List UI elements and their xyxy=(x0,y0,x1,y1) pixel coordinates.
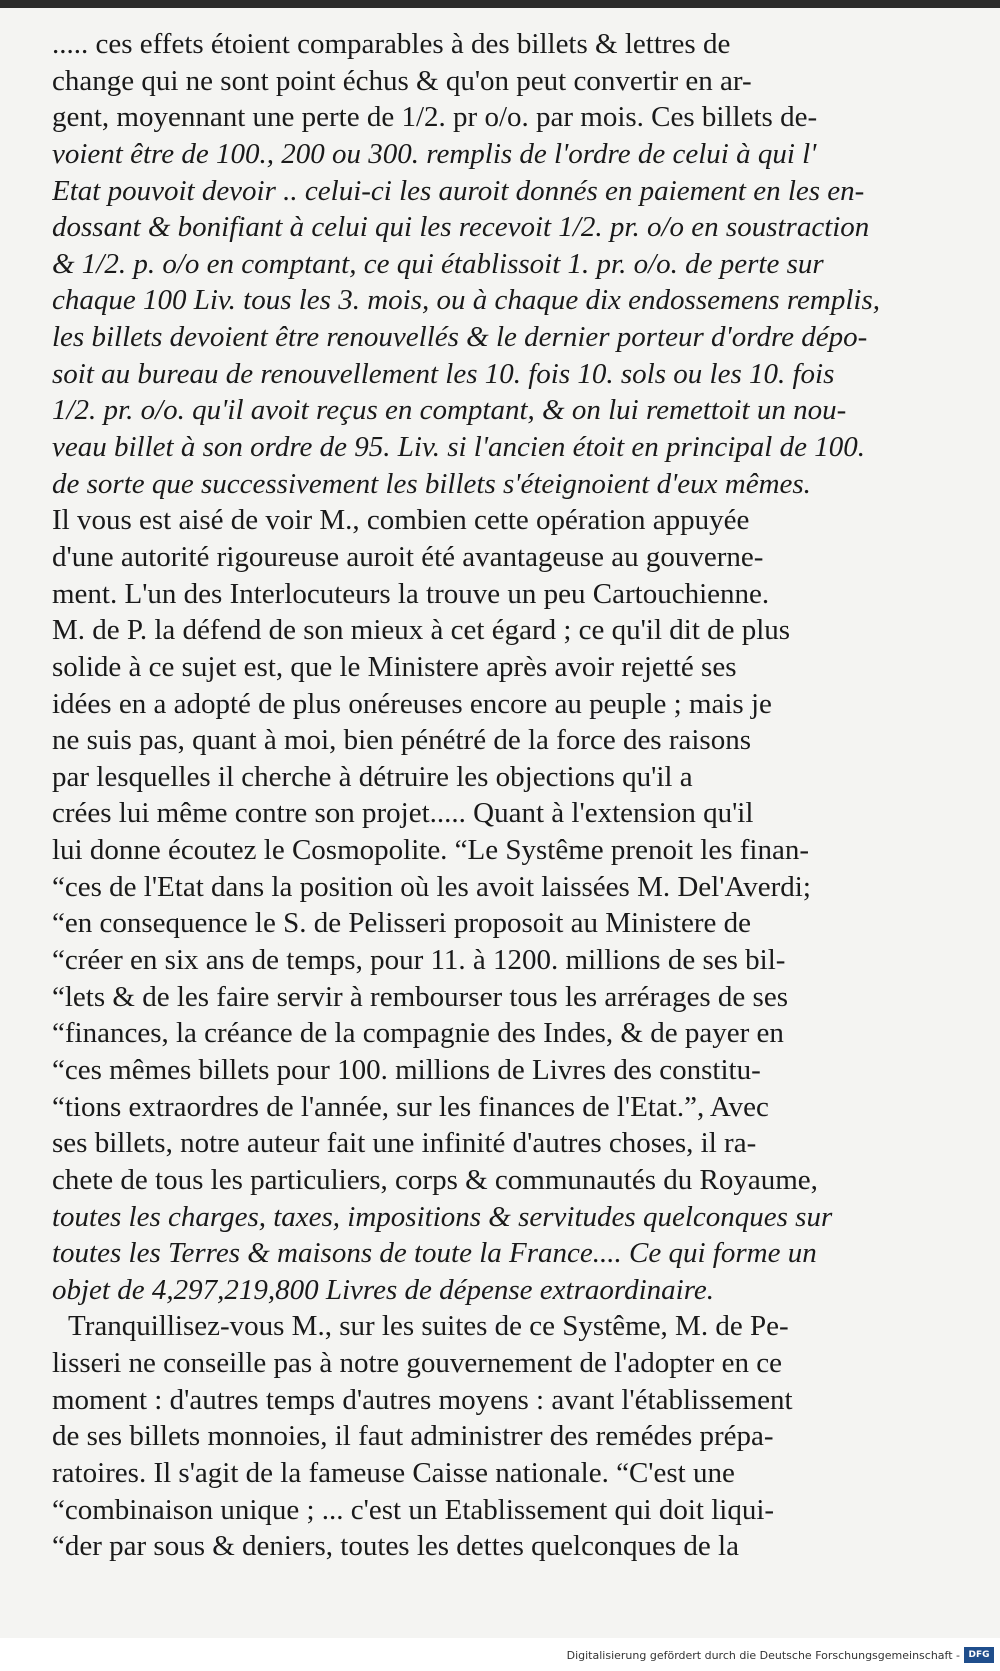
scanned-page xyxy=(0,8,1000,1638)
text-line: les billets devoient être renouvellés & le dernier porteur d'ordre dépo- xyxy=(52,321,868,354)
text-line: & 1/2. p. o/o en comptant, ce qui établissoit 1. pr. o/o. de perte sur xyxy=(52,247,824,280)
scan-top-edge xyxy=(0,0,1000,8)
text-line: de ses billets monnoies, il faut administrer des remédes prépa- xyxy=(52,1420,774,1453)
text-line: moment : d'autres temps d'autres moyens : avant l'établissement xyxy=(52,1383,793,1416)
text-line: dossant & bonifiant à celui qui les recevoit 1/2. pr. o/o en soustraction xyxy=(52,211,870,244)
text-line: Etat pouvoit devoir .. celui-ci les auroit donnés en paiement en les en- xyxy=(52,174,865,207)
text-line: par lesquelles il cherche à détruire les objections qu'il a xyxy=(52,760,693,793)
text-line: toutes les charges, taxes, impositions & servitudes quelconques sur xyxy=(52,1200,833,1233)
text-line: Il vous est aisé de voir M., combien cette opération appuyée xyxy=(52,504,750,537)
text-line: “combinaison unique ; ... c'est un Etablissement qui doit liqui- xyxy=(52,1493,775,1526)
text-line: “ces de l'Etat dans la position où les avoit laissées M. Del'Averdi; xyxy=(52,870,811,903)
text-line: 1/2. pr. o/o. qu'il avoit reçus en comptant, & on lui remettoit un nou- xyxy=(52,394,847,427)
text-line: ses billets, notre auteur fait une infinité d'autres choses, il ra- xyxy=(52,1127,757,1160)
text-line: lui donne écoutez le Cosmopolite. “Le Systême prenoit les finan- xyxy=(52,834,810,867)
page-text xyxy=(52,26,947,1565)
text-line: M. de P. la défend de son mieux à cet égard ; ce qu'il dit de plus xyxy=(52,614,791,647)
text-line: d'une autorité rigoureuse auroit été avantageuse au gouverne- xyxy=(52,540,764,573)
text-line: objet de 4,297,219,800 Livres de dépense extraordinaire. xyxy=(52,1273,715,1306)
text-line: idées en a adopté de plus onéreuses encore au peuple ; mais je xyxy=(52,687,772,720)
text-line: ne suis pas, quant à moi, bien pénétré de la force des raisons xyxy=(52,724,752,757)
text-line: change qui ne sont point échus & qu'on peut convertir en ar- xyxy=(52,64,752,97)
text-line: veau billet à son ordre de 95. Liv. si l'ancien étoit en principal de 100. xyxy=(52,431,865,464)
text-line: chete de tous les particuliers, corps & communautés du Royaume, xyxy=(52,1163,818,1196)
digitization-footer xyxy=(0,1640,1000,1671)
text-line: “lets & de les faire servir à rembourser tous les arrérages de ses xyxy=(52,980,788,1013)
text-line: toutes les Terres & maisons de toute la France.... Ce qui forme un xyxy=(52,1237,817,1270)
text-line: ment. L'un des Interlocuteurs la trouve un peu Cartouchienne. xyxy=(52,577,770,610)
funding-credit: Digitalisierung gefördert durch die Deutsche Forschungsgemeinschaft - xyxy=(566,1649,960,1662)
text-line: solide à ce sujet est, que le Ministere après avoir rejetté ses xyxy=(52,650,737,683)
text-line: crées lui même contre son projet..... Quant à l'extension qu'il xyxy=(52,797,754,830)
text-line: gent, moyennant une perte de 1/2. pr o/o. par mois. Ces billets de- xyxy=(52,101,818,134)
text-line: “ces mêmes billets pour 100. millions de Livres des constitu- xyxy=(52,1053,761,1086)
text-line: ..... ces effets étoient comparables à des billets & lettres de xyxy=(52,28,731,60)
text-line: voient être de 100., 200 ou 300. remplis de l'ordre de celui à qui l' xyxy=(52,137,817,170)
text-line: “en consequence le S. de Pelisseri proposoit au Ministere de xyxy=(52,907,752,940)
text-line: “finances, la créance de la compagnie des Indes, & de payer en xyxy=(52,1017,784,1050)
text-line: lisseri ne conseille pas à notre gouvernement de l'adopter en ce xyxy=(52,1347,782,1380)
text-line: ratoires. Il s'agit de la fameuse Caisse nationale. “C'est une xyxy=(52,1456,735,1489)
text-line: “tions extraordres de l'année, sur les finances de l'Etat.”, Avec xyxy=(52,1090,769,1123)
text-line: de sorte que successivement les billets s'éteignoient d'eux mêmes. xyxy=(52,467,811,500)
text-line: chaque 100 Liv. tous les 3. mois, ou à chaque dix endossemens remplis, xyxy=(52,284,881,317)
text-line: “der par sous & deniers, toutes les dettes quelconques de la xyxy=(52,1530,739,1563)
text-line: “créer en six ans de temps, pour 11. à 1200. millions de ses bil- xyxy=(52,944,786,977)
text-line: soit au bureau de renouvellement les 10. fois 10. sols ou les 10. fois xyxy=(52,357,835,390)
text-line: Tranquillisez-vous M., sur les suites de ce Systême, M. de Pe- xyxy=(68,1310,789,1343)
dfg-logo: DFG xyxy=(964,1647,994,1663)
